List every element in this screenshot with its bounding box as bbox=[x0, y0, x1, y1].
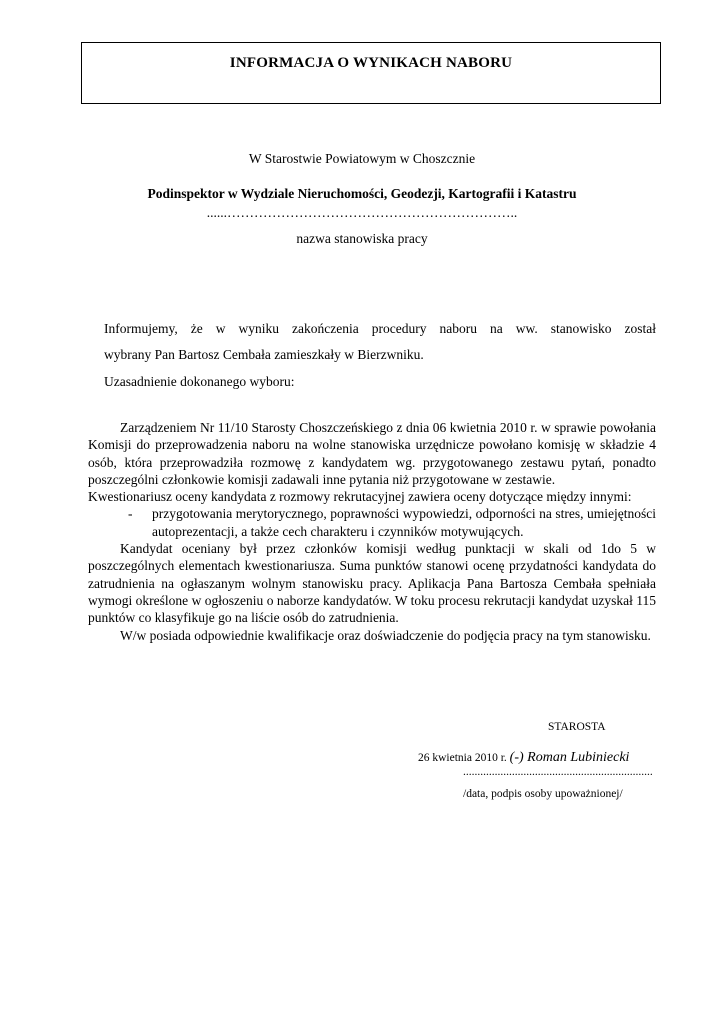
signature-line bbox=[418, 750, 629, 766]
justification-paragraph-3: Kandydat oceniany był przez członków komisji według punktacji w skali od 1do 5 w poszczególnych elementach kwestionariusza. Suma punktów stanowi ocenę przydatności kandydata do zatrudnienia na ogłaszanym wolnym stanowisku pracy. Aplikacja Pana Bartosza Cembała spełniała wymogi określone w ogłoszeniu o naborze kandydatów. W toku procesu rekrutacji kandydat uzyskał 115 punktów co klasyfikuje go na liście osób do zatrudnienia. bbox=[88, 541, 656, 626]
signature-dots: .................................................................. bbox=[463, 766, 653, 778]
criteria-list bbox=[88, 505, 656, 540]
signature-caption: /data, podpis osoby upoważnionej/ bbox=[463, 788, 623, 800]
intro-line-1: Informujemy, że w wyniku zakończenia procedury naboru na ww. stanowisko został bbox=[104, 321, 656, 336]
position-dots: ......……………………………………………………….. bbox=[206, 205, 518, 220]
signature-title: STAROSTA bbox=[548, 721, 606, 733]
justification-paragraph-2: Kwestionariusz oceny kandydata z rozmowy rekrutacyjnej zawiera oceny dotyczące między innymi: bbox=[88, 489, 632, 505]
justification-label: Uzasadnienie dokonanego wyboru: bbox=[104, 374, 295, 389]
justification-paragraph-1: Zarządzeniem Nr 11/10 Starosty Choszczeńskiego z dnia 06 kwietnia 2010 r. w sprawie powołania Komisji do przeprowadzenia naboru na wolne stanowiska urzędnicze powołano komisję w składzie 4 osób, która przeprowadziła rozmowę z kandydatem wg. przygotowanego zestawu pytań, ponadto poszczególni członkowie komisji zadawali inne pytania niż przygotowane w zestawie. bbox=[88, 420, 656, 487]
document-title: INFORMACJA O WYNIKACH NABORU bbox=[229, 55, 513, 71]
criteria-text: przygotowania merytorycznego, poprawności wypowiedzi, odporności na stres, umiejętności autoprezentacji, a także cech charakteru i czynników motywujących. bbox=[152, 506, 656, 539]
title-box bbox=[81, 42, 661, 104]
justification-body bbox=[88, 419, 656, 644]
office-name: W Starostwie Powiatowym w Choszcznie bbox=[248, 151, 476, 166]
intro-line-2: wybrany Pan Bartosz Cembała zamieszkały w Bierzwniku. bbox=[104, 347, 424, 362]
signature-name: (-) Roman Lubiniecki bbox=[509, 750, 630, 765]
position-name: Podinspektor w Wydziale Nieruchomości, Geodezji, Kartografii i Katastru bbox=[147, 186, 577, 201]
signature-date: 26 kwietnia 2010 r. bbox=[418, 752, 510, 764]
justification-paragraph-4: W/w posiada odpowiednie kwalifikacje oraz doświadczenie do podjęcia pracy na tym stanowisku. bbox=[120, 627, 651, 643]
position-caption: nazwa stanowiska pracy bbox=[296, 231, 428, 246]
bullet-dash: - bbox=[128, 506, 133, 522]
criteria-list-item bbox=[88, 505, 656, 540]
